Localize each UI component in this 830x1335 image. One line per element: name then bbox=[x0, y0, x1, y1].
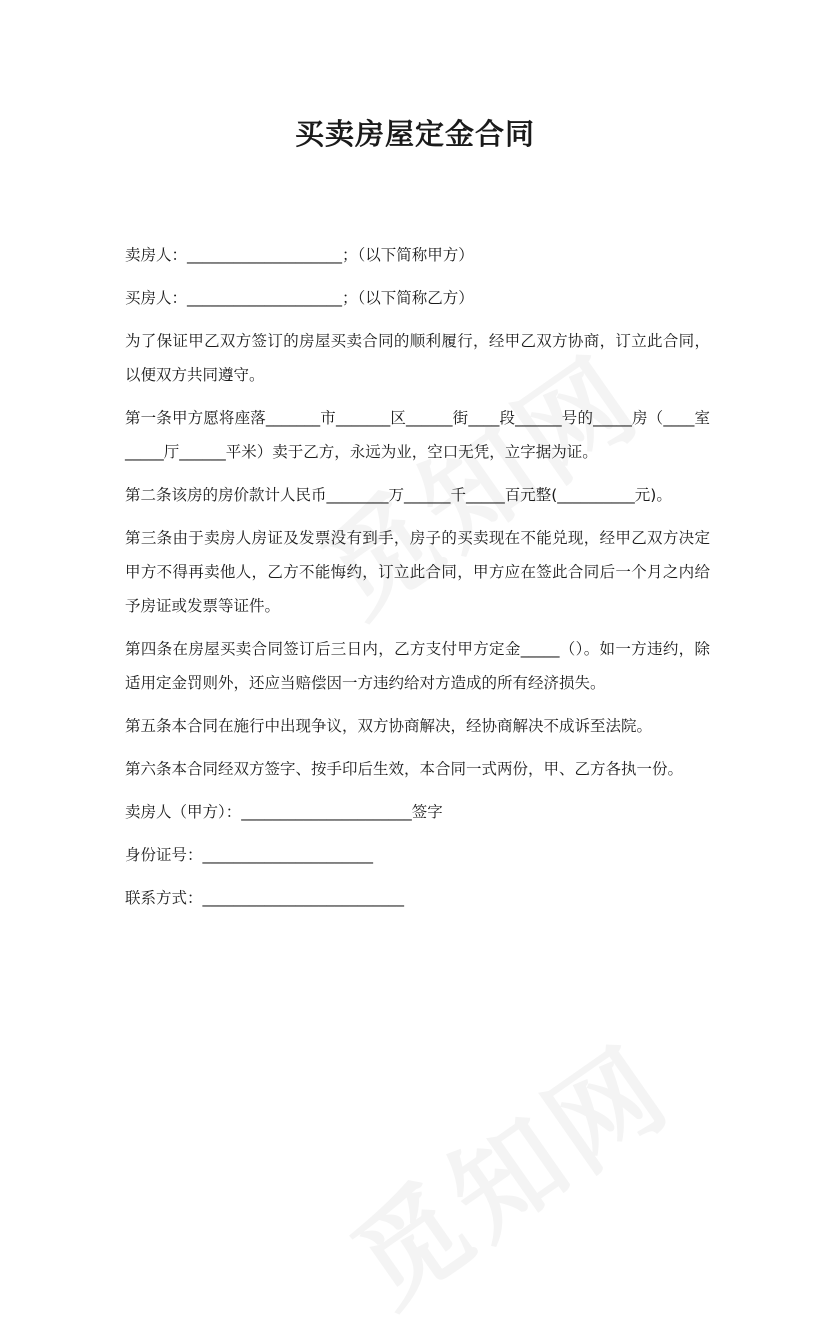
watermark bbox=[317, 1003, 698, 1335]
article-4: 第四条在房屋买卖合同签订后三日内，乙方支付甲方定金_____（）。如一方违约，除适用定金罚则外，还应当赔偿因一方违约给对方造成的所有经济损失。 bbox=[125, 640, 710, 692]
article-1: 第一条甲方愿将座落_______市_______区______街____段______号的_____房（____室_____厅______平米）卖于乙方，永远为业，空口无凭，立字据为证。 bbox=[125, 409, 710, 461]
preamble: 为了保证甲乙双方签订的房屋买卖合同的顺利履行，经甲乙双方协商，订立此合同，以便双方共同遵守。 bbox=[125, 332, 710, 384]
id-number-line: 身份证号：______________________ bbox=[125, 846, 374, 864]
article-6: 第六条本合同经双方签字、按手印后生效，本合同一式两份，甲、乙方各执一份。 bbox=[125, 760, 684, 778]
buyer-line: 买房人：____________________；（以下简称乙方） bbox=[125, 289, 474, 307]
seller-signature-line: 卖房人（甲方）：______________________签字 bbox=[125, 803, 443, 821]
contract-body bbox=[125, 238, 710, 924]
contact-line: 联系方式：__________________________ bbox=[125, 889, 405, 907]
seller-line: 卖房人：____________________；（以下简称甲方） bbox=[125, 246, 474, 264]
page-title: 买卖房屋定金合同 bbox=[294, 117, 535, 151]
article-2: 第二条该房的房价款计人民币________万______千_____百元整(__________元)。 bbox=[125, 486, 672, 504]
article-3: 第三条由于卖房人房证及发票没有到手，房子的买卖现在不能兑现，经甲乙双方决定甲方不得再卖他人，乙方不能悔约，订立此合同，甲方应在签此合同后一个月之内给予房证或发票等证件。 bbox=[125, 529, 710, 615]
article-5: 第五条本合同在施行中出现争议，双方协商解决，经协商解决不成诉至法院。 bbox=[125, 717, 653, 735]
